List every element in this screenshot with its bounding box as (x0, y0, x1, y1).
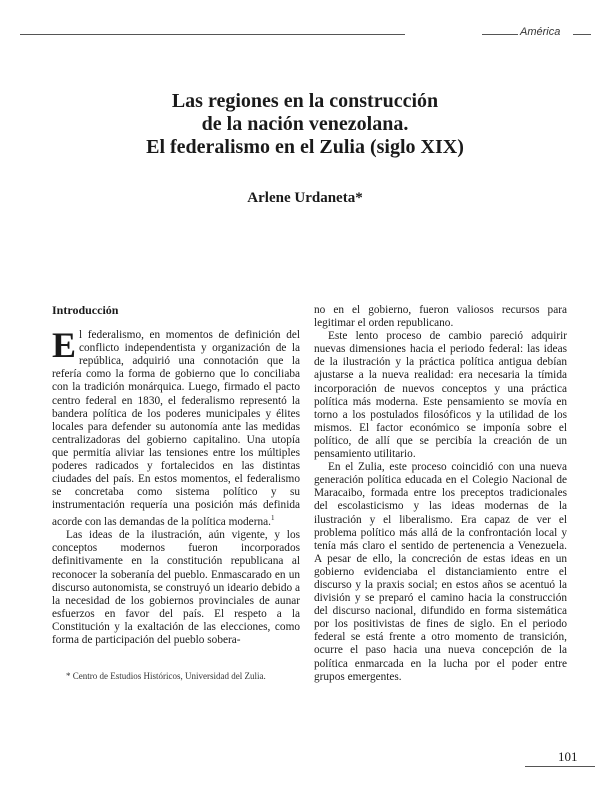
left-column (52, 304, 300, 647)
body-paragraph-1: no en el gobierno, fueron valiosos recursos para legitimar el orden republicano. (314, 304, 567, 330)
header-rule-right (482, 34, 518, 35)
body-paragraph-2: Este lento proceso de cambio pareció adquirir nuevas dimensiones hacia el periodo federal: las ideas de la ilustración y la práctica política antigua debían ajustarse a la nueva realidad: era necesaria la tímida incorporación de nuevos conceptos y una práctica política más moderna. Este pensamiento se movía en torno a los postulados filosóficos y la utilidad de los mismos. El factor económico se imponía sobre el político, de allí que se percibía la creación de un pensamiento utilitario. (314, 330, 567, 461)
header-rule-left (20, 34, 405, 35)
page-number: 101 (558, 749, 578, 764)
title-line-2: de la nación venezolana. (201, 113, 409, 135)
author-affiliation-footnote: * Centro de Estudios Históricos, Universidad del Zulia. (66, 671, 266, 681)
author-name: Arlene Urdaneta* (247, 190, 363, 206)
title-line-1: Las regiones en la construcción (171, 90, 439, 112)
right-column (314, 304, 567, 684)
body-paragraph-3: En el Zulia, este proceso coincidió con una nueva generación política educada en el Colegio Nacional de Maracaibo, formada entre los preceptos tradicionales del escolasticismo y las ideas modernas de la ilustración y el liberalismo. Era capaz de ver el problema político más allá de la confrontación local y tenía más claro el sentido de pertenencia a Venezuela. A pesar de ello, la concreción de estas ideas en un gobierno evidenciaba el distanciamiento entre el discurso y la praxis social; en estos años se acentuó la división y se preparó el camino hacia la construcción del discurso nacional, difundido en forma sistemática por los positivistas de fines de siglo. En el periodo federal se está frente a otro momento de transición, ocurre el paso hacia una nueva concepción de la política enmarcada en la lucha por el poder entre grupos emergentes. (314, 461, 567, 683)
title-line-3: El federalismo en el Zulia (siglo XIX) (146, 136, 464, 158)
intro-paragraph-1-text: l federalismo, en momentos de definición del conflicto independentista y organización de la república, adquirió una connotación que la refería como la forma de gobierno que lo conciliaba con la tradición monárquica. Luego, firmado el pacto centro federal en 1830, el federalismo representó la bandera política de los poderes municipales y élites locales para defender su autonomía ante las medidas centralizadoras del gobierno capitalino. Una utopía que permitía aliviar las tensiones entre los múltiples poderes radicados y fortalecidos en las distintas ciudades del país. En estos momentos, el federalismo se concretaba como sistema político y su instrumentación requería una posición más definida acorde con las demandas de la política moderna. (52, 329, 300, 529)
running-head: América (520, 26, 561, 38)
footer-rule (525, 766, 595, 767)
header-rule-end (573, 34, 591, 35)
article-title (40, 90, 570, 159)
footnote-marker: 1 (270, 514, 275, 523)
section-heading: Introducción (52, 303, 119, 317)
drop-cap: E (52, 325, 77, 366)
intro-paragraph-2: Las ideas de la ilustración, aún vigente, y los conceptos modernos fueron incorporados definitivamente en la constitución republicana al reconocer la soberanía del pueblo. Enmascarado en un discurso autonomista, se construyó un ideario debido a la necesidad de los gobiernos provinciales de aunar esfuerzos en favor del país. El respeto a la Constitución y la exaltación de las elecciones, como forma de participación del pueblo sobera- (52, 529, 300, 647)
intro-paragraph-1 (52, 325, 300, 529)
